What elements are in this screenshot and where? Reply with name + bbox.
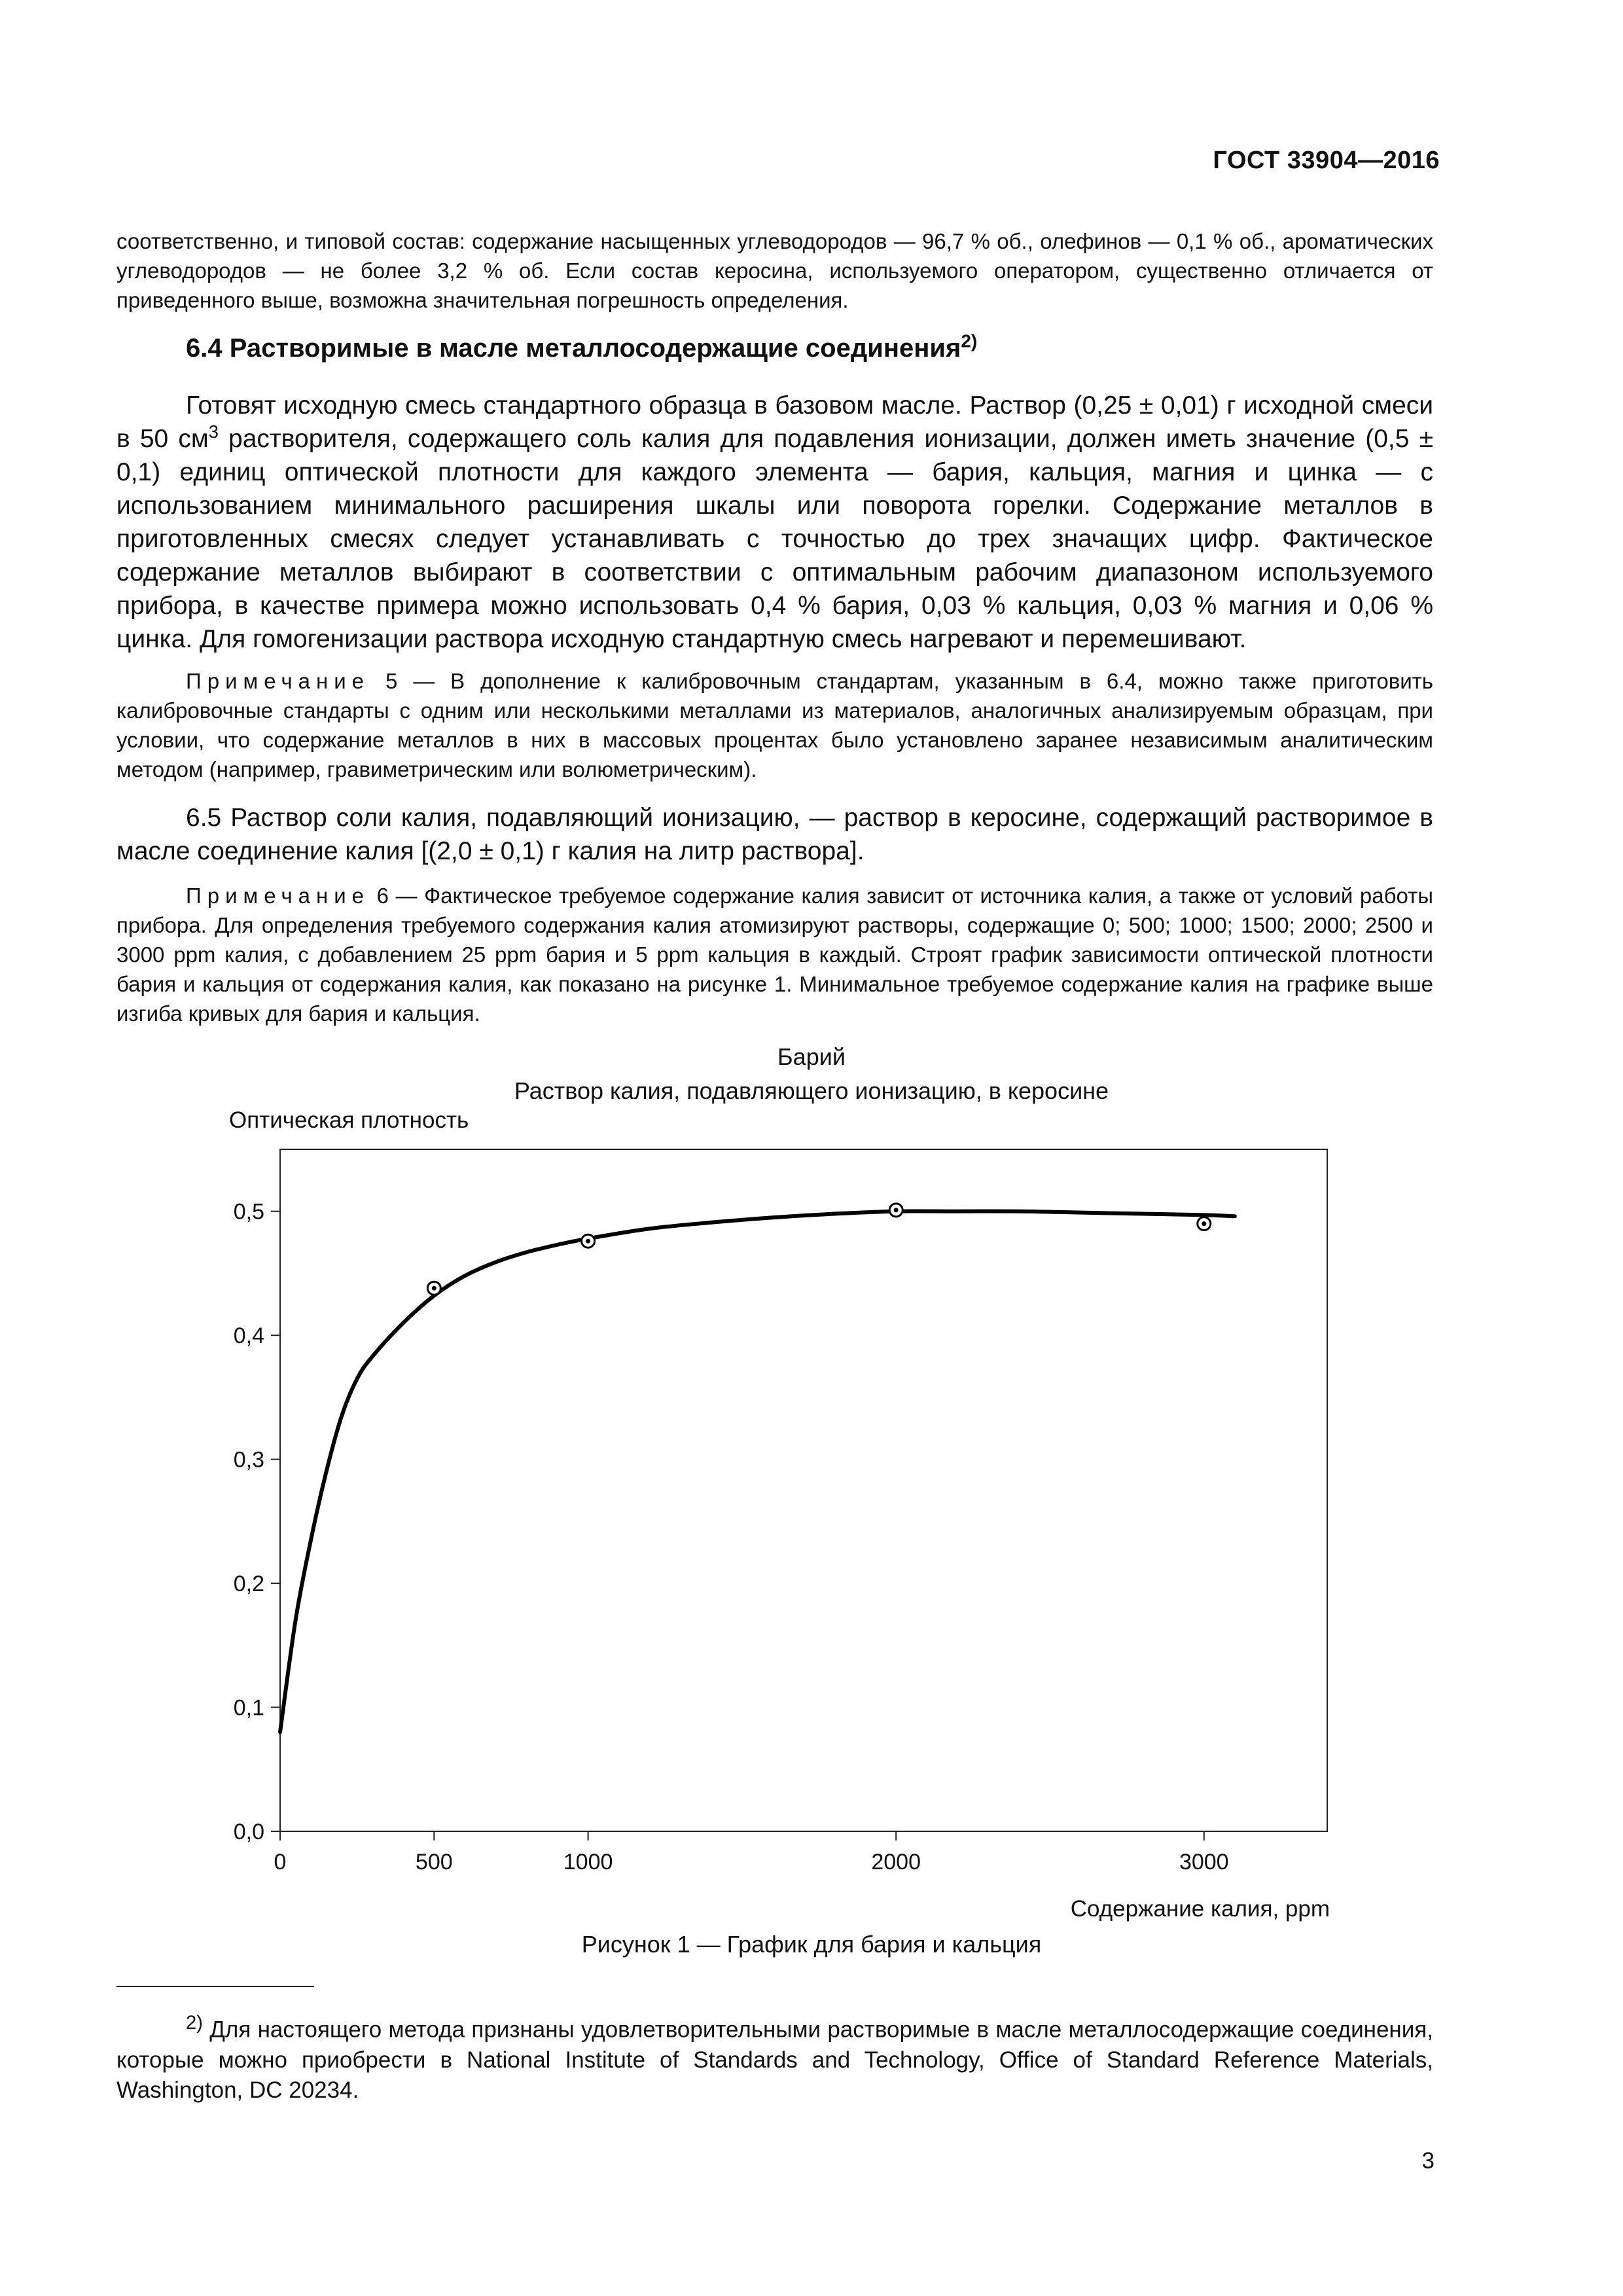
footnote: [116, 2008, 1433, 2106]
section-6-5-paragraph: 6.5 Раствор соли калия, подавляющий ионизацию, — раствор в керосине, содержащий растворимое в масле соединение калия [(2,0 ± 0,1) г калия на литр раствора].: [116, 804, 1433, 865]
page-number: 3: [1421, 2148, 1435, 2174]
figure-caption: Рисунок 1 — График для бария и кальция: [581, 1931, 1042, 1958]
note-6-text: 6 — Фактическое требуемое содержание калия зависит от источника калия, а также от условий работы прибора. Для определения требуемого содержания калия атомизируют растворы, содержащие 0; 500; 1000; 1500; 2000; 2500 и 3000 ppm калия, с добавлением 25 ppm бария и 5 ppm кальция в каждый. Строят график зависимости оптической плотности бария и кальция от содержания калия, как показано на рисунке 1. Минимальное требуемое содержание калия на графике выше изгиба кривых для бария и кальция.: [116, 884, 1433, 1026]
footnote-marker: 2): [186, 2013, 203, 2034]
intro-paragraph: соответственно, и типовой состав: содержание насыщенных углеводородов — 96,7 % об., олефинов — 0,1 % об., ароматических углеводородов — не более 3,2 % об. Если состав керосина, используемого оператором, существенно отличается от приведенного выше, возможна значительная погрешность определения.: [116, 229, 1433, 312]
y-tick-label: 0,4: [233, 1323, 264, 1349]
data-point-center: [586, 1239, 590, 1244]
note-5-text: 5 — В дополнение к калибровочным стандартам, указанным в 6.4, можно также приготовить калибровочные стандарты с одним или несколькими металлами из материалов, аналогичных анализируемым образцам, при условии, что содержание металлов в них в массовых процентах было установлено заранее независимым аналитическим методом (например, гравиметрическим или волюметрическим).: [116, 669, 1433, 781]
x-tick-label: 3000: [1179, 1850, 1229, 1874]
section-6-4-text-a: Готовят исходную смесь стандартного образца в базовом масле. Раствор (0,25 ± 0,01) г исходной смеси в 50 см: [116, 391, 1433, 453]
y-tick-label: 0,1: [233, 1695, 264, 1721]
y-tick-label: 0,0: [233, 1820, 264, 1844]
chart-layer: [229, 1107, 1330, 1922]
y-tick-label: 0,5: [233, 1199, 264, 1225]
plot-frame: [280, 1149, 1327, 1831]
data-point-center: [894, 1208, 899, 1212]
document-standard-number: ГОСТ 33904—2016: [1213, 147, 1440, 174]
data-point-center: [1202, 1221, 1206, 1226]
note-5-label: Примечание: [186, 669, 370, 693]
footnote-text: Для настоящего метода признаны удовлетворительными растворимые в масле металлосодержащие соединения, которые можно приобрести в National Institute of Standards and Technology, Office of Standard Reference Materials, Washington, DC 20234.: [116, 2017, 1433, 2103]
y-tick-label: 0,2: [233, 1571, 264, 1597]
chart-title: Барий: [777, 1043, 846, 1070]
x-tick-label: 500: [415, 1850, 453, 1874]
section-6-4-title: 6.4 Растворимые в масле металлосодержащие соединения: [186, 334, 961, 363]
x-tick-label: 0: [274, 1850, 287, 1874]
chart-subtitle: Раствор калия, подавляющего ионизацию, в керосине: [514, 1077, 1109, 1104]
x-tick-label: 1000: [563, 1850, 613, 1874]
x-axis-label: Содержание калия, ppm: [1070, 1896, 1330, 1922]
footnote-divider: [116, 1986, 314, 1987]
series-curve: [280, 1211, 1235, 1732]
y-tick-label: 0,3: [233, 1447, 264, 1473]
y-axis-label: Оптическая плотность: [229, 1107, 469, 1133]
footnote-ref: 2): [961, 331, 978, 351]
superscript: 3: [208, 422, 219, 442]
x-tick-label: 2000: [871, 1850, 921, 1874]
data-point-center: [432, 1286, 437, 1291]
section-6-4-text-b: растворителя, содержащего соль калия для подавления ионизации, должен иметь значение (0,5 ± 0,1) единиц оптической плотности для каждого элемента — бария, кальция, магния и цинка — с использованием минимального расширения шкалы или поворота горелки. Содержание металлов в приготовленных смесях следует устанавливать с точностью до трех значащих цифр. Фактическое содержание металлов выбирают в соответствии с оптимальным рабочим диапазоном используемого прибора, в качестве примера можно использовать 0,4 % бария, 0,03 % кальция, 0,03 % магния и 0,06 % цинка. Для гомогенизации раствора исходную стандартную смесь нагревают и перемешивают.: [116, 425, 1433, 653]
note-6-label: Примечание: [186, 884, 370, 908]
